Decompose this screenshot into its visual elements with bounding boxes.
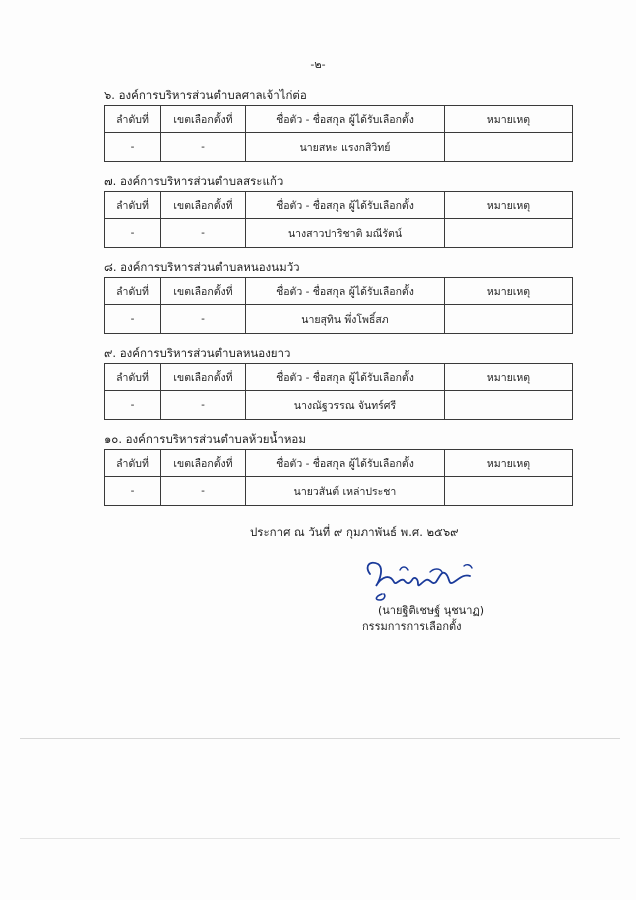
cell-order: - — [105, 305, 161, 334]
cell-name: นางสาวปาริชาติ มณีรัตน์ — [246, 219, 445, 248]
table-header-row — [105, 450, 573, 477]
table-header-row — [105, 278, 573, 305]
header-note: หมายเหตุ — [445, 364, 573, 391]
table-row — [105, 305, 573, 334]
table-header-row — [105, 364, 573, 391]
header-name: ชื่อตัว - ชื่อสกุล ผู้ได้รับเลือกตั้ง — [246, 106, 445, 133]
header-note: หมายเหตุ — [445, 192, 573, 219]
section-8 — [104, 257, 568, 334]
cell-zone: - — [161, 133, 246, 162]
header-zone: เขตเลือกตั้งที่ — [161, 364, 246, 391]
header-zone: เขตเลือกตั้งที่ — [161, 192, 246, 219]
cell-zone: - — [161, 305, 246, 334]
header-name: ชื่อตัว - ชื่อสกุล ผู้ได้รับเลือกตั้ง — [246, 192, 445, 219]
header-zone: เขตเลือกตั้งที่ — [161, 278, 246, 305]
section-title: ๙. องค์การบริหารส่วนตำบลหนองยาว — [104, 346, 291, 360]
table-row — [105, 219, 573, 248]
cell-name: นายสุทิน พึ่งโพธิ์สภ — [246, 305, 445, 334]
results-table — [104, 363, 573, 420]
signer-role: กรรมการการเลือกตั้ง — [362, 620, 462, 633]
cell-name: นายวสันต์ เหล่าประชา — [246, 477, 445, 506]
results-table — [104, 191, 573, 248]
results-table — [104, 449, 573, 506]
header-order: ลำดับที่ — [105, 106, 161, 133]
header-zone: เขตเลือกตั้งที่ — [161, 106, 246, 133]
table-header-row — [105, 192, 573, 219]
header-order: ลำดับที่ — [105, 192, 161, 219]
cell-note — [445, 391, 573, 420]
cell-name: นางณัฐวรรณ จันทร์ศรี — [246, 391, 445, 420]
header-note: หมายเหตุ — [445, 106, 573, 133]
header-note: หมายเหตุ — [445, 278, 573, 305]
cell-name: นายสหะ แรงกสิวิทย์ — [246, 133, 445, 162]
header-name: ชื่อตัว - ชื่อสกุล ผู้ได้รับเลือกตั้ง — [246, 450, 445, 477]
scan-artifact-line — [20, 738, 620, 739]
section-7 — [104, 171, 568, 248]
table-row — [105, 133, 573, 162]
handwritten-signature — [360, 556, 480, 602]
header-order: ลำดับที่ — [105, 364, 161, 391]
cell-note — [445, 305, 573, 334]
section-6 — [104, 85, 568, 162]
header-zone: เขตเลือกตั้งที่ — [161, 450, 246, 477]
header-name: ชื่อตัว - ชื่อสกุล ผู้ได้รับเลือกตั้ง — [246, 278, 445, 305]
table-row — [105, 391, 573, 420]
table-header-row — [105, 106, 573, 133]
section-title: ๖. องค์การบริหารส่วนตำบลศาลเจ้าไก่ต่อ — [104, 88, 307, 102]
cell-order: - — [105, 133, 161, 162]
section-title: ๑๐. องค์การบริหารส่วนตำบลห้วยน้ำหอม — [104, 432, 306, 446]
cell-order: - — [105, 477, 161, 506]
header-name: ชื่อตัว - ชื่อสกุล ผู้ได้รับเลือกตั้ง — [246, 364, 445, 391]
section-9 — [104, 343, 568, 420]
announcement-date: ประกาศ ณ วันที่ ๙ กุมภาพันธ์ พ.ศ. ๒๕๖๙ — [250, 525, 459, 539]
cell-zone: - — [161, 391, 246, 420]
cell-order: - — [105, 391, 161, 420]
header-order: ลำดับที่ — [105, 450, 161, 477]
header-order: ลำดับที่ — [105, 278, 161, 305]
cell-note — [445, 133, 573, 162]
cell-note — [445, 477, 573, 506]
section-10 — [104, 429, 568, 506]
header-note: หมายเหตุ — [445, 450, 573, 477]
page-number: -๒- — [310, 58, 326, 71]
signer-name: (นายฐิติเชษฐ์ นุชนาฏ) — [378, 604, 485, 617]
cell-note — [445, 219, 573, 248]
cell-zone: - — [161, 477, 246, 506]
section-title: ๘. องค์การบริหารส่วนตำบลหนองนมวัว — [104, 260, 300, 274]
results-table — [104, 277, 573, 334]
section-title: ๗. องค์การบริหารส่วนตำบลสระแก้ว — [104, 174, 284, 188]
cell-zone: - — [161, 219, 246, 248]
results-table — [104, 105, 573, 162]
scan-artifact-line — [20, 838, 620, 839]
table-row — [105, 477, 573, 506]
cell-order: - — [105, 219, 161, 248]
